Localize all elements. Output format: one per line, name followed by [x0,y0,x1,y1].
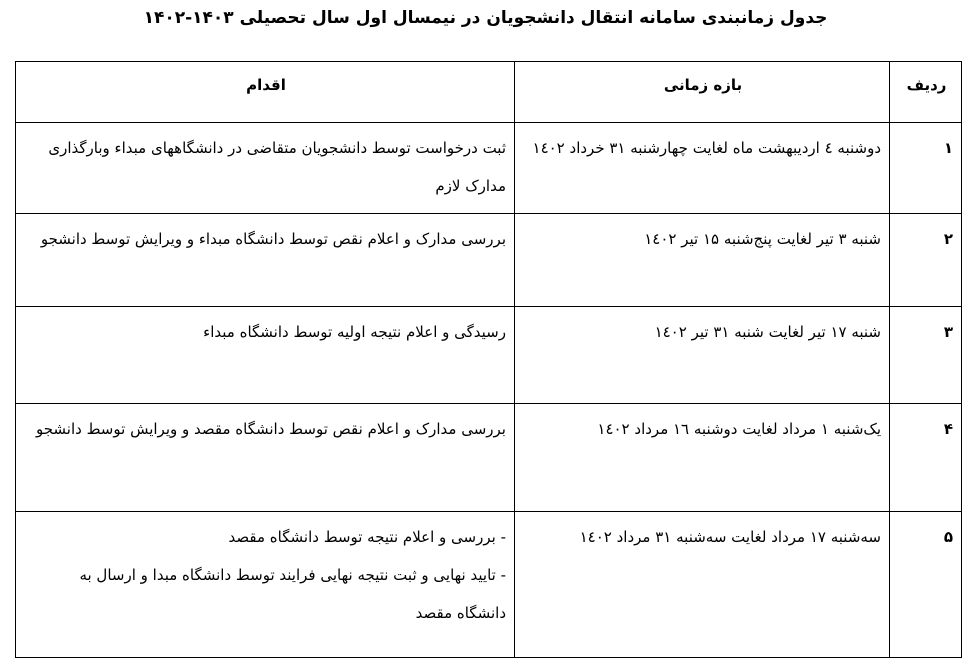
schedule-table [15,61,962,658]
table-row [16,307,962,404]
header-row-number: ردیف [890,62,962,123]
row-number: ۳ [890,307,962,404]
row-period: یک‌شنبه ۱ مرداد لغایت دوشنبه ۱٦ مرداد ۱٤۰۲ [515,404,890,512]
row-action [16,123,515,214]
row-number: ۲ [890,214,962,307]
row-action [16,307,515,404]
table-row [16,123,962,214]
header-action: اقدام [16,62,515,123]
row-action [16,404,515,512]
row-period: شنبه ۳ تیر لغایت پنج‌شنبه ۱۵ تیر ۱٤۰۲ [515,214,890,307]
table-row [16,512,962,658]
row-number: ۵ [890,512,962,658]
table-header-row [16,62,962,123]
header-period: بازه زمانی [515,62,890,123]
action-line: - تایید نهایی و ثبت نتیجه نهایی فرایند توسط دانشگاه مبدا و ارسال به دانشگاه مقصد [79,566,506,622]
action-line: - بررسی و اعلام نتیجه توسط دانشگاه مقصد [228,528,506,546]
row-action [16,512,515,658]
document-title: جدول زمانبندی سامانه انتقال دانشجویان در نیمسال اول سال تحصیلی ۱۴۰۳-۱۴۰۲ [143,8,828,28]
table-row [16,214,962,307]
table-row [16,404,962,512]
row-period: شنبه ۱۷ تیر لغایت شنبه ۳۱ تیر ۱٤۰۲ [515,307,890,404]
action-line: ثبت درخواست توسط دانشجویان متقاضی در دانشگاههای مبداء وبارگذاری مدارک لازم [48,139,506,195]
row-period: دوشنبه ٤ اردیبهشت ماه لغایت چهارشنبه ۳۱ خرداد ۱٤۰۲ [515,123,890,214]
row-action [16,214,515,307]
row-number: ۴ [890,404,962,512]
row-period: سه‌شنبه ۱۷ مرداد لغایت سه‌شنبه ۳۱ مرداد ۱٤۰۲ [515,512,890,658]
action-line: بررسی مدارک و اعلام نقص توسط دانشگاه مبداء و ویرایش توسط دانشجو [40,230,506,248]
action-line: بررسی مدارک و اعلام نقص توسط دانشگاه مقصد و ویرایش توسط دانشجو [35,420,506,438]
action-line: رسیدگی و اعلام نتیجه اولیه توسط دانشگاه مبداء [203,323,506,341]
row-number: ۱ [890,123,962,214]
